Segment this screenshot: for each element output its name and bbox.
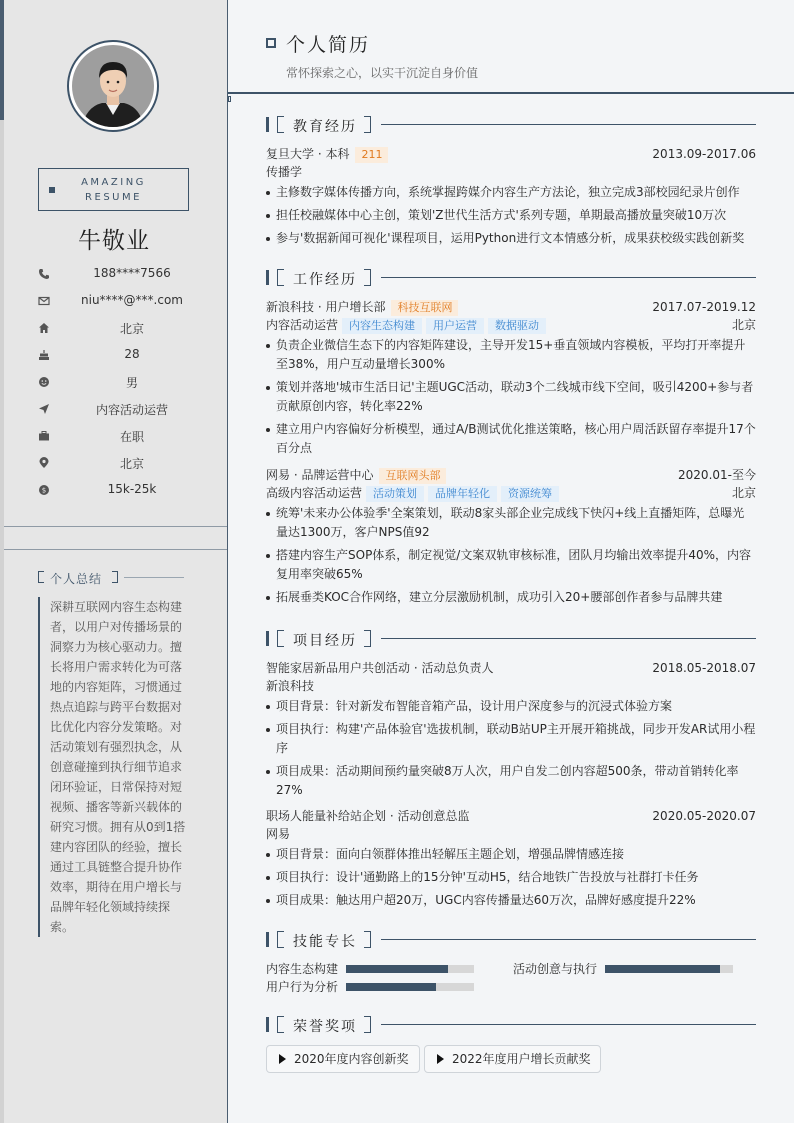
job-bullet: 策划并落地'城市生活日记'主题UGC活动，联动3个二线城市线下空间，吸引4200+参与者贡献原创内容，转化率22% xyxy=(266,378,756,416)
school-tag: 211 xyxy=(355,147,388,163)
email-icon xyxy=(38,295,50,307)
sidebar-divider xyxy=(4,526,227,527)
skill-name: 活动创意与执行 xyxy=(513,962,598,976)
project-block xyxy=(266,659,756,800)
project-period: 2020.05-2020.07 xyxy=(652,809,756,823)
skill-bar-fill xyxy=(346,983,436,991)
education-bullet: 主修数字媒体传播方向，系统掌握跨媒介内容生产方法论，独立完成3部校园纪录片创作 xyxy=(266,183,756,202)
info-phone xyxy=(36,265,208,292)
cake-icon xyxy=(38,349,50,361)
location-icon xyxy=(38,457,50,469)
project-bullet: 项目执行：设计'通勤路上的15分钟'互动H5，结合地铁广告投放与社群打卡任务 xyxy=(266,868,756,887)
age-value: 28 xyxy=(124,347,140,361)
project-period: 2018.05-2018.07 xyxy=(652,661,756,675)
skill-bar-track xyxy=(346,965,474,973)
job-bullet: 拓展垂类KOC合作网络，建立分层激励机制，成功引入20+腰部创作者参与品牌共建 xyxy=(266,588,756,607)
job-bullet: 搭建内容生产SOP体系，制定视觉/文案双轨审核标准，团队月均输出效率提升40%，内容复用率突破65% xyxy=(266,546,756,584)
company-name: 新浪科技 · 用户增长部 xyxy=(266,300,386,314)
sidebar-stripe xyxy=(0,0,4,1123)
location-value: 北京 xyxy=(119,457,144,471)
job-tag: 内容生态构建 xyxy=(342,318,422,334)
education-title: 教育经历 xyxy=(293,119,357,135)
projects-title: 项目经历 xyxy=(293,633,357,649)
title-square-icon xyxy=(266,38,276,48)
info-home xyxy=(36,319,208,346)
header-mark xyxy=(228,96,231,102)
send-icon xyxy=(38,403,50,415)
job-city: 北京 xyxy=(731,318,756,332)
projects-heading xyxy=(266,630,756,648)
job-bullet: 建立用户内容偏好分析模型，通过A/B测试优化推送策略，核心用户周活跃留存率提升17个百分点 xyxy=(266,420,756,458)
education-bullet: 担任校融媒体中心主创，策划'Z世代生活方式'系列专题，单期最高播放量突破10万次 xyxy=(266,206,756,225)
awards-heading xyxy=(266,1016,756,1034)
work-block xyxy=(266,298,756,458)
job-tag: 品牌年轻化 xyxy=(428,486,497,502)
skill-bar-track xyxy=(605,965,733,973)
contact-info-list xyxy=(36,265,208,508)
project-org: 新浪科技 xyxy=(266,679,315,693)
email-value: niu****@***.com xyxy=(81,293,183,307)
project-bullet: 项目成果：触达用户超20万，UGC内容传播量达60万次，品牌好感度提升22% xyxy=(266,891,756,910)
header-rule xyxy=(228,92,794,94)
education-period: 2013.09-2017.06 xyxy=(652,147,756,161)
svg-text:$: $ xyxy=(41,486,47,495)
awards-title: 荣誉奖项 xyxy=(293,1019,357,1035)
play-triangle-icon xyxy=(279,1054,286,1064)
info-salary xyxy=(36,481,208,508)
job-bullet: 统筹'未来办公体验季'全案策划，联动8家头部企业完成线下快闪+线上直播矩阵，总曝光量达1300万，客户NPS值92 xyxy=(266,504,756,542)
education-bullet: 参与'数据新闻可视化'课程项目，运用Python进行文本情感分析，成果获校级实践创新奖 xyxy=(266,229,756,248)
project-block xyxy=(266,807,756,910)
play-triangle-icon xyxy=(437,1054,444,1064)
school-name: 复旦大学 · 本科 xyxy=(266,147,350,161)
skill-bar-fill xyxy=(346,965,448,973)
money-icon xyxy=(38,484,50,496)
project-bullet: 项目背景：面向白领群体推出轻解压主题企划，增强品牌情感连接 xyxy=(266,845,756,864)
face-icon xyxy=(38,376,50,388)
project-bullet: 项目执行：构建'产品体验官'选拔机制，联动B站UP主开展开箱挑战，同步开发AR试用小程序 xyxy=(266,720,756,758)
company-tag: 科技互联网 xyxy=(391,300,458,316)
project-name: 职场人能量补给站企划 · 活动创意总监 xyxy=(266,809,470,823)
skill-name: 内容生态构建 xyxy=(266,962,339,976)
avatar-photo xyxy=(72,45,154,127)
home-city-value: 北京 xyxy=(119,322,144,336)
position-value: 内容活动运营 xyxy=(95,403,168,417)
project-bullet: 项目成果：活动期间预约量突破8万人次，用户自发二创内容超500条，带动首销转化率27% xyxy=(266,762,756,800)
sidebar xyxy=(0,0,228,1123)
job-bullet: 负责企业微信生态下的内容矩阵建设，主导开发15+垂直领域内容模板，平均打开率提升至38%，用户互动量增长300% xyxy=(266,336,756,374)
project-org: 网易 xyxy=(266,827,291,841)
info-age xyxy=(36,346,208,373)
info-gender xyxy=(36,373,208,400)
project-bullet: 项目背景：针对新发布智能音箱产品，设计用户深度参与的沉浸式体验方案 xyxy=(266,697,756,716)
job-tag: 活动策划 xyxy=(366,486,424,502)
job-role: 高级内容活动运营 xyxy=(266,486,363,500)
summary-title: 个人总结 xyxy=(50,572,103,586)
amazing-resume-badge xyxy=(38,168,189,211)
company-name: 网易 · 品牌运营中心 xyxy=(266,468,374,482)
gender-value: 男 xyxy=(125,376,138,390)
job-tag: 资源统筹 xyxy=(501,486,559,502)
candidate-name: 牛敬业 xyxy=(78,228,150,254)
phone-value: 188****7566 xyxy=(93,266,171,280)
page-title: 个人简历 xyxy=(286,34,371,56)
skill-bar-fill xyxy=(605,965,720,973)
phone-icon xyxy=(38,268,50,280)
job-city: 北京 xyxy=(731,486,756,500)
award-label: 2020年度内容创新奖 xyxy=(294,1052,409,1066)
job-tag: 数据驱动 xyxy=(488,318,546,334)
info-location xyxy=(36,454,208,481)
info-status xyxy=(36,427,208,454)
major: 传播学 xyxy=(266,165,303,179)
skills-heading xyxy=(266,931,756,949)
info-position xyxy=(36,400,208,427)
work-title: 工作经历 xyxy=(293,272,357,288)
avatar xyxy=(67,40,159,132)
badge-line-1: AMAZING xyxy=(81,177,146,188)
job-tag: 用户运营 xyxy=(426,318,484,334)
main-content xyxy=(228,0,794,1123)
summary-heading xyxy=(38,570,188,584)
company-tag: 互联网头部 xyxy=(379,468,446,484)
award-badge xyxy=(424,1045,601,1073)
page-subtitle: 常怀探索之心，以实干沉淀自身价值 xyxy=(286,66,479,80)
skills-title: 技能专长 xyxy=(293,934,357,950)
summary-text: 深耕互联网内容生态构建者，以用户对传播场景的洞察力为核心驱动力。擅长将用户需求转化为可落地的内容矩阵，习惯通过热点追踪与跨平台数据对比优化内容分发策略。对活动策划有强烈执念，从创意碰撞到执行细节追求闭环验证，日常保持对短视频、播客等新兴载体的研究习惯。拥有从0到1搭建内容团队的经验，擅长通过工具链整合提升协作效率，期待在用户增长与品牌年轻化领域持续探索。 xyxy=(38,597,186,937)
job-period: 2020.01-至今 xyxy=(678,468,756,482)
job-role: 内容活动运营 xyxy=(266,318,339,332)
salary-value: 15k-25k xyxy=(107,482,157,496)
job-period: 2017.07-2019.12 xyxy=(652,300,756,314)
sidebar-divider xyxy=(4,549,227,550)
education-block xyxy=(266,145,756,248)
skill-item xyxy=(266,978,476,996)
work-block xyxy=(266,466,756,607)
project-name: 智能家居新品用户共创活动 · 活动总负责人 xyxy=(266,661,494,675)
status-value: 在职 xyxy=(119,430,144,444)
badge-line-2: RESUME xyxy=(85,192,142,203)
skill-bar-track xyxy=(346,983,474,991)
work-heading xyxy=(266,269,756,287)
education-heading xyxy=(266,116,756,134)
skill-item xyxy=(266,960,476,978)
info-email xyxy=(36,292,208,319)
briefcase-icon xyxy=(38,430,50,442)
award-label: 2022年度用户增长贡献奖 xyxy=(452,1052,591,1066)
skill-name: 用户行为分析 xyxy=(266,980,339,994)
skill-item xyxy=(513,960,743,978)
home-icon xyxy=(38,322,50,334)
award-badge xyxy=(266,1045,420,1073)
